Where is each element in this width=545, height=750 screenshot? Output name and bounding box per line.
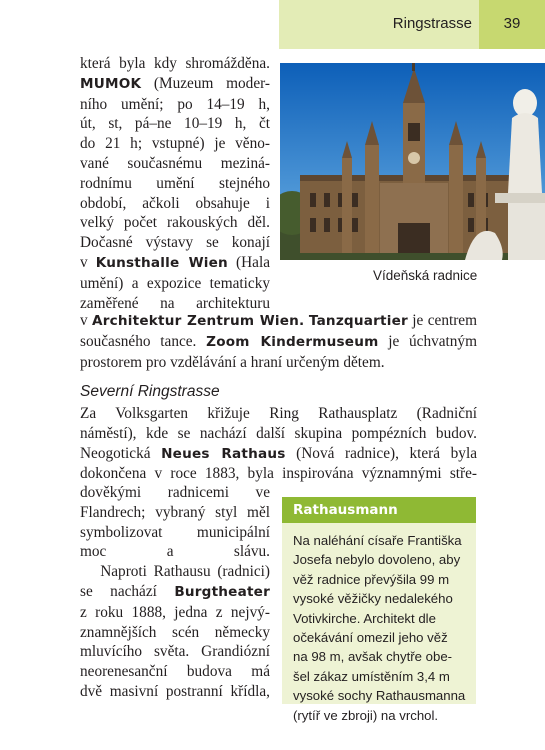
page-number: 39 — [503, 15, 521, 32]
text-line: velký počet rakouských děl. — [80, 214, 270, 232]
sidebar-line: věž radnice převýšila 99 m — [293, 571, 450, 587]
running-header-title: Ringstrasse — [392, 15, 472, 32]
bold-term: Architektur Zentrum Wien. — [92, 313, 305, 329]
text-line: náměstí), kde se nachází další skupina pompézních budov. — [80, 424, 477, 442]
sidebar-line: Votivkirche. Architekt dle — [293, 610, 436, 626]
paragraph-burgtheater — [80, 483, 270, 702]
sidebar-line: Josefa nebylo dovoleno, aby — [293, 552, 461, 568]
bold-term: Tanzquartier — [308, 313, 408, 329]
sidebar-title: Rathausmann — [282, 497, 476, 523]
bold-term: Kunsthalle Wien — [95, 254, 228, 271]
text-line: symbolizovat municipální — [80, 523, 270, 541]
text-line: rodnímu umění stejného — [80, 174, 270, 192]
text-line: prostorem pro vzdělávání a hraní určeným dětem. — [80, 353, 385, 371]
text-line: období, ačkoli obsahuje i — [80, 194, 270, 212]
text-line: znamnějších scén německy — [80, 623, 270, 641]
text-line: ního umění; po 14–19 h, — [80, 95, 270, 113]
text-line: do 21 h; vstupné) je věno- — [80, 135, 270, 153]
text-line: Naproti Rathausu (radnici) — [80, 563, 270, 581]
text-line: mluvícího světa. Grandiózní — [80, 643, 270, 661]
text-line: zaměřené na architekturu — [80, 294, 270, 312]
city-hall-photo — [280, 63, 545, 260]
text-line: Za Volksgarten křižuje Ring Rathausplatz (Radniční — [80, 405, 477, 422]
text-line: MUMOK (Muzeum moder- — [80, 74, 270, 92]
text-line: současného tance. Zoom Kindermuseum je úchvatným — [80, 332, 477, 350]
bold-term: MUMOK — [80, 75, 142, 92]
bold-term: Burgtheater — [174, 583, 270, 600]
text-line: dokončena v roce 1883, byla inspirována významnými stře- — [80, 465, 477, 483]
text-line: umění) a expozice tematicky — [80, 274, 270, 292]
figure-caption: Vídeňská radnice — [373, 268, 478, 283]
sidebar-line: vysoké věžičky nedalekého — [293, 591, 453, 607]
text-line: vané současnému meziná- — [80, 154, 270, 172]
text-line: moc a slávu. — [80, 543, 270, 561]
sidebar-line: na 98 m, avšak chytře obe- — [293, 649, 453, 665]
paragraph-architecture — [80, 311, 477, 372]
sidebar-line: očekávání omezil jeho věž — [293, 630, 448, 646]
bold-term: Neues Rathaus — [161, 445, 286, 462]
text-line: út, st, pá–ne 10–19 h, čt — [80, 115, 270, 133]
bold-term: Zoom Kindermuseum — [206, 333, 379, 350]
running-header — [279, 0, 545, 49]
section-heading: Severní Ringstrasse — [80, 383, 220, 400]
text-line: Neogotická Neues Rathaus (Nová radnice), která byla — [80, 444, 477, 462]
text-line: dověkými radnicemi ve — [80, 484, 270, 501]
text-line: dvě masivní postranní křídla, — [80, 682, 270, 700]
sidebar-line: Na naléhání císaře Františka — [293, 533, 462, 548]
text-line: z roku 1888, jedna z nejvý- — [80, 603, 270, 621]
text-line: neorenesanční budova má — [80, 663, 270, 681]
sidebar-text — [282, 523, 476, 725]
text-line: Dočasné výstavy se konají — [80, 234, 270, 252]
text-line: Flandrech; vybraný styl měl — [80, 503, 270, 521]
text-line: v Kunsthalle Wien (Hala — [80, 253, 270, 271]
sidebar-box — [282, 497, 476, 723]
sidebar-line: vysoké sochy Rathausmanna — [293, 688, 466, 704]
text-line: která byla kdy shromážděna. — [80, 55, 270, 72]
paragraph-mumok — [80, 54, 270, 313]
text-line: se nachází Burgtheater — [80, 582, 270, 600]
sidebar-line: (rytíř ve zbroji) na vrchol. — [293, 707, 439, 723]
paragraph-rathaus — [80, 404, 477, 484]
sidebar-line: šel zákaz umístěním 3,4 m — [293, 668, 450, 684]
text-line: v Architektur Zentrum Wien. Tanzquartier je centrem — [80, 312, 477, 329]
page-number-box — [479, 0, 545, 49]
